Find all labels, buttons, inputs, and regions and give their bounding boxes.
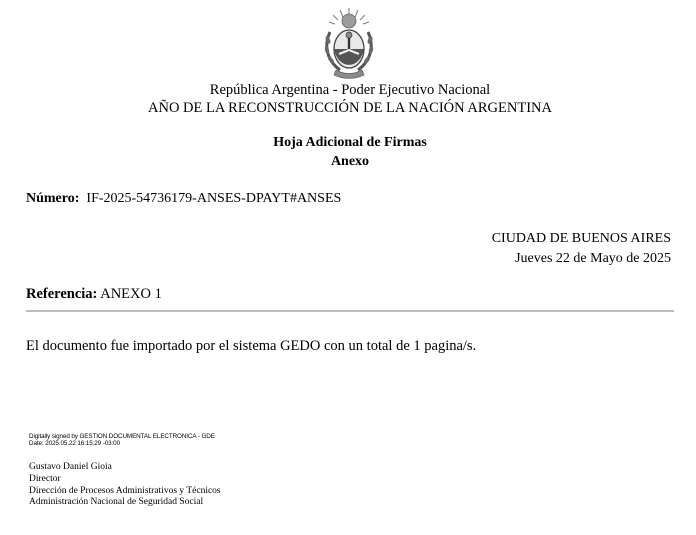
document-title: Hoja Adicional de Firmas: [273, 135, 427, 150]
signer-organization: Administración Nacional de Seguridad Social: [29, 497, 204, 507]
signer-role: Director: [29, 474, 61, 484]
digital-signature-line: Digitally signed by GESTION DOCUMENTAL ELECTRONICA - GDE: [29, 433, 215, 440]
document-body: El documento fue importado por el sistema GEDO con un total de 1 pagina/s.: [26, 338, 477, 354]
document-number-label: Número:: [26, 191, 80, 206]
reference-value: ANEXO 1: [100, 286, 162, 302]
separator-line: [26, 310, 674, 312]
government-header: República Argentina - Poder Ejecutivo Nacional: [209, 82, 491, 98]
document-city: CIUDAD DE BUENOS AIRES: [491, 231, 671, 246]
year-motto: AÑO DE LA RECONSTRUCCIÓN DE LA NACIÓN ARGENTINA: [148, 100, 552, 116]
argentina-coat-of-arms-icon: [320, 6, 378, 82]
digital-signature-date: Date: 2025.05.22 16:15:29 -03:00: [29, 440, 120, 447]
signer-name: Gustavo Daniel Gioia: [29, 462, 112, 472]
document-reference: [26, 286, 162, 303]
document-number: [26, 191, 341, 207]
document-date: Jueves 22 de Mayo de 2025: [515, 251, 671, 266]
document-subtitle: Anexo: [330, 154, 370, 169]
document-number-value: IF-2025-54736179-ANSES-DPAYT#ANSES: [86, 191, 342, 206]
reference-label: Referencia:: [26, 286, 98, 302]
signer-office: Dirección de Procesos Administrativos y Técnicos: [29, 486, 221, 496]
